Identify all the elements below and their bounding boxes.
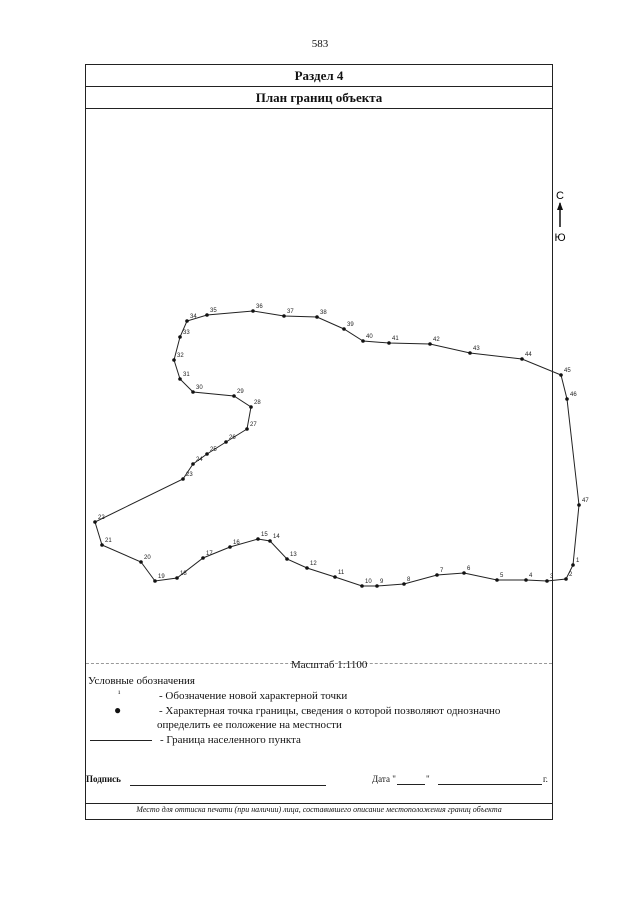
boundary-point-label: 21 xyxy=(105,538,112,544)
boundary-point-label: 44 xyxy=(525,352,532,358)
legend-dot-icon: ● xyxy=(114,703,122,717)
boundary-point-label: 24 xyxy=(196,457,203,463)
boundary-point-label: 3 xyxy=(550,574,554,580)
section-title: Раздел 4 xyxy=(86,65,552,87)
boundary-point-label: 22 xyxy=(98,515,105,521)
boundary-point-label: 47 xyxy=(582,498,589,504)
page-number: 583 xyxy=(311,38,329,50)
boundary-point-8 xyxy=(402,582,406,586)
seal-note: Место для оттиска печати (при наличии) лица, составившего описание местоположения границ объекта xyxy=(136,805,502,814)
boundary-point-label: 26 xyxy=(229,435,236,441)
boundary-point-label: 43 xyxy=(473,346,480,352)
boundary-plan xyxy=(86,109,589,657)
boundary-point-label: 45 xyxy=(564,368,571,374)
boundary-point-30 xyxy=(191,390,195,394)
boundary-point-10 xyxy=(360,584,364,588)
boundary-point-label: 33 xyxy=(183,330,190,336)
legend-boundary: - Граница населенного пункта xyxy=(160,734,301,746)
legend-title: Условные обозначения xyxy=(88,675,195,687)
compass-north: С xyxy=(556,190,564,202)
boundary-point-label: 30 xyxy=(196,385,203,391)
signature-field[interactable] xyxy=(130,785,326,786)
boundary-point-label: 39 xyxy=(347,322,354,328)
boundary-point-14 xyxy=(268,539,272,543)
boundary-point-label: 1 xyxy=(576,558,580,564)
date-year-suffix: г. xyxy=(543,774,548,784)
boundary-point-27 xyxy=(245,427,249,431)
boundary-point-18 xyxy=(175,576,179,580)
boundary-point-19 xyxy=(153,579,157,583)
boundary-point-label: 16 xyxy=(233,540,240,546)
boundary-point-43 xyxy=(468,351,472,355)
boundary-point-35 xyxy=(205,313,209,317)
boundary-point-label: 42 xyxy=(433,337,440,343)
date-label: Дата " xyxy=(372,774,396,784)
compass-south: Ю xyxy=(554,232,566,244)
boundary-point-39 xyxy=(342,327,346,331)
boundary-point-label: 15 xyxy=(261,532,268,538)
boundary-point-label: 27 xyxy=(250,422,257,428)
boundary-point-1 xyxy=(571,563,575,567)
boundary-point-7 xyxy=(435,573,439,577)
boundary-point-44 xyxy=(520,357,524,361)
boundary-point-label: 28 xyxy=(254,400,261,406)
boundary-point-label: 46 xyxy=(570,392,577,398)
boundary-point-label: 4 xyxy=(529,573,533,579)
boundary-point-label: 19 xyxy=(158,574,165,580)
boundary-point-13 xyxy=(285,557,289,561)
boundary-point-label: 41 xyxy=(392,336,399,342)
boundary-point-label: 10 xyxy=(365,579,372,585)
boundary-point-label: 5 xyxy=(500,573,504,579)
boundary-point-12 xyxy=(305,566,309,570)
legend-new-point: - Обозначение новой характерной точки xyxy=(159,690,348,702)
boundary-point-label: 38 xyxy=(320,310,327,316)
boundary-point-label: 20 xyxy=(144,555,151,561)
boundary-point-label: 8 xyxy=(407,577,411,583)
boundary-point-2 xyxy=(564,577,568,581)
boundary-point-41 xyxy=(387,341,391,345)
boundary-point-label: 14 xyxy=(273,534,280,540)
settlement-boundary xyxy=(95,311,579,586)
boundary-point-36 xyxy=(251,309,255,313)
boundary-point-24 xyxy=(191,462,195,466)
legend-new-point-symbol: ¹ xyxy=(118,689,121,698)
plan-title: План границ объекта xyxy=(86,87,552,109)
boundary-point-label: 23 xyxy=(186,472,193,478)
boundary-point-9 xyxy=(375,584,379,588)
boundary-point-42 xyxy=(428,342,432,346)
boundary-point-label: 7 xyxy=(440,568,444,574)
boundary-point-label: 12 xyxy=(310,561,317,567)
date-month-field[interactable] xyxy=(438,784,542,785)
boundary-point-label: 9 xyxy=(380,579,384,585)
boundary-point-25 xyxy=(205,452,209,456)
boundary-point-37 xyxy=(282,314,286,318)
boundary-point-23 xyxy=(181,477,185,481)
boundary-point-label: 35 xyxy=(210,308,217,314)
boundary-point-20 xyxy=(139,560,143,564)
signature-label: Подпись xyxy=(86,774,121,784)
seal-separator xyxy=(86,803,552,804)
boundary-point-label: 18 xyxy=(180,571,187,577)
boundary-point-29 xyxy=(232,394,236,398)
legend-existing-point-cont: определить ее положение на местности xyxy=(157,719,342,731)
boundary-point-40 xyxy=(361,339,365,343)
boundary-point-label: 29 xyxy=(237,389,244,395)
boundary-point-label: 13 xyxy=(290,552,297,558)
boundary-point-31 xyxy=(178,377,182,381)
boundary-point-34 xyxy=(185,319,189,323)
boundary-point-label: 32 xyxy=(177,353,184,359)
boundary-point-11 xyxy=(333,575,337,579)
boundary-point-label: 25 xyxy=(210,447,217,453)
boundary-point-38 xyxy=(315,315,319,319)
boundary-point-21 xyxy=(100,543,104,547)
boundary-point-45 xyxy=(559,373,563,377)
boundary-point-16 xyxy=(228,545,232,549)
boundary-point-label: 40 xyxy=(366,334,373,340)
boundary-point-label: 31 xyxy=(183,372,190,378)
boundary-point-15 xyxy=(256,537,260,541)
compass-icon xyxy=(554,190,565,244)
scale-label: Масштаб 1:1100 xyxy=(291,659,368,671)
boundary-point-label: 11 xyxy=(338,570,345,576)
boundary-point-46 xyxy=(565,397,569,401)
boundary-point-5 xyxy=(495,578,499,582)
boundary-point-label: 34 xyxy=(190,314,197,320)
boundary-point-label: 37 xyxy=(287,309,294,315)
boundary-point-28 xyxy=(249,405,253,409)
boundary-point-4 xyxy=(524,578,528,582)
section-frame xyxy=(85,64,589,820)
date-day-field[interactable] xyxy=(397,784,425,785)
boundary-point-22 xyxy=(93,520,97,524)
boundary-point-label: 2 xyxy=(569,572,573,578)
boundary-point-32 xyxy=(172,358,176,362)
boundary-point-label: 6 xyxy=(467,566,471,572)
boundary-point-3 xyxy=(545,579,549,583)
boundary-point-label: 36 xyxy=(256,304,263,310)
date-quote: " xyxy=(426,774,430,784)
boundary-point-26 xyxy=(224,440,228,444)
boundary-point-6 xyxy=(462,571,466,575)
boundary-point-47 xyxy=(577,503,581,507)
boundary-point-label: 17 xyxy=(206,551,213,557)
boundary-point-33 xyxy=(178,335,182,339)
legend-line-icon xyxy=(90,740,152,741)
boundary-point-17 xyxy=(201,556,205,560)
legend-existing-point: - Характерная точка границы, сведения о которой позволяют однозначно xyxy=(159,705,501,717)
